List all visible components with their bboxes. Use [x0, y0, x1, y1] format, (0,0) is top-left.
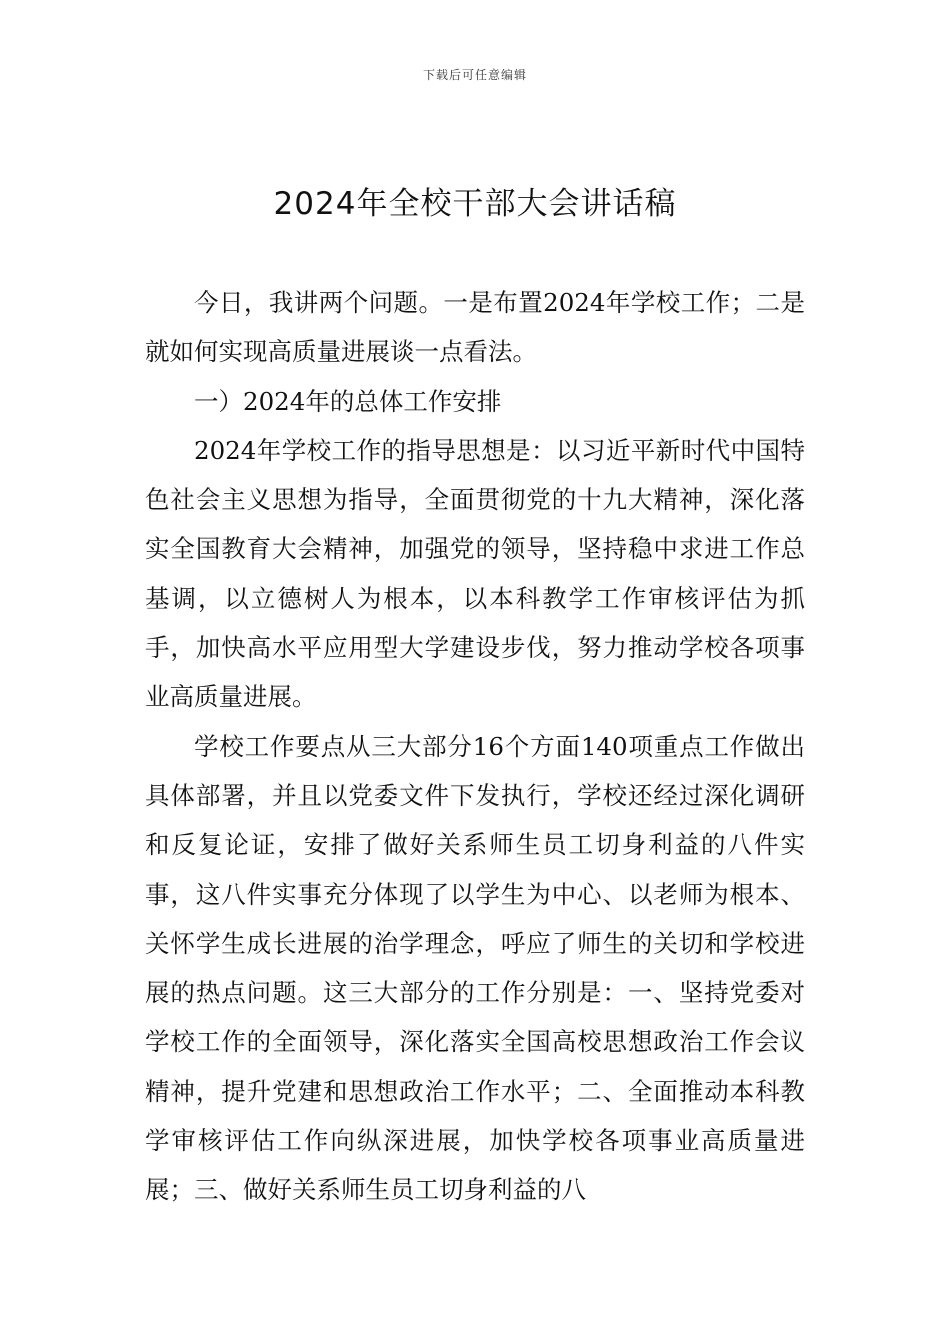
header-note: 下载后可任意编辑: [422, 68, 527, 82]
paragraph-work-points: 学校工作要点从三大部分16个方面140项重点工作做出具体部署，并且以党委文件下发执行，学校还经过深化调研和反复论证，安排了做好关系师生员工切身利益的八件实事，这八件实事充分体现了以学生为中心、以老师为根本、关怀学生成长进展的治学理念，呼应了师生的关切和学校进展的热点问题。这三大部分的工作分别是：一、坚持党委对学校工作的全面领导，深化落实全国高校思想政治工作会议精神，提升党建和思想政治工作水平；二、全面推动本科教学审核评估工作向纵深进展，加快学校各项事业高质量进展；三、做好关系师生员工切身利益的八: [145, 731, 805, 1205]
paragraph-intro: 今日，我讲两个问题。一是布置2024年学校工作；二是就如何实现高质量进展谈一点看法。: [145, 288, 805, 367]
section-heading: 一）2024年的总体工作安排: [194, 386, 502, 416]
document-title: 2024年全校干部大会讲话稿: [273, 186, 677, 222]
paragraph-guiding-ideology: 2024年学校工作的指导思想是：以习近平新时代中国特色社会主义思想为指导，全面贯彻党的十九大精神，深化落实全国教育大会精神，加强党的领导，坚持稳中求进工作总基调，以立德树人为根本，以本科教学工作审核评估为抓手，加快高水平应用型大学建设步伐，努力推动学校各项事业高质量进展。: [145, 435, 805, 712]
document-body: [145, 278, 805, 1215]
